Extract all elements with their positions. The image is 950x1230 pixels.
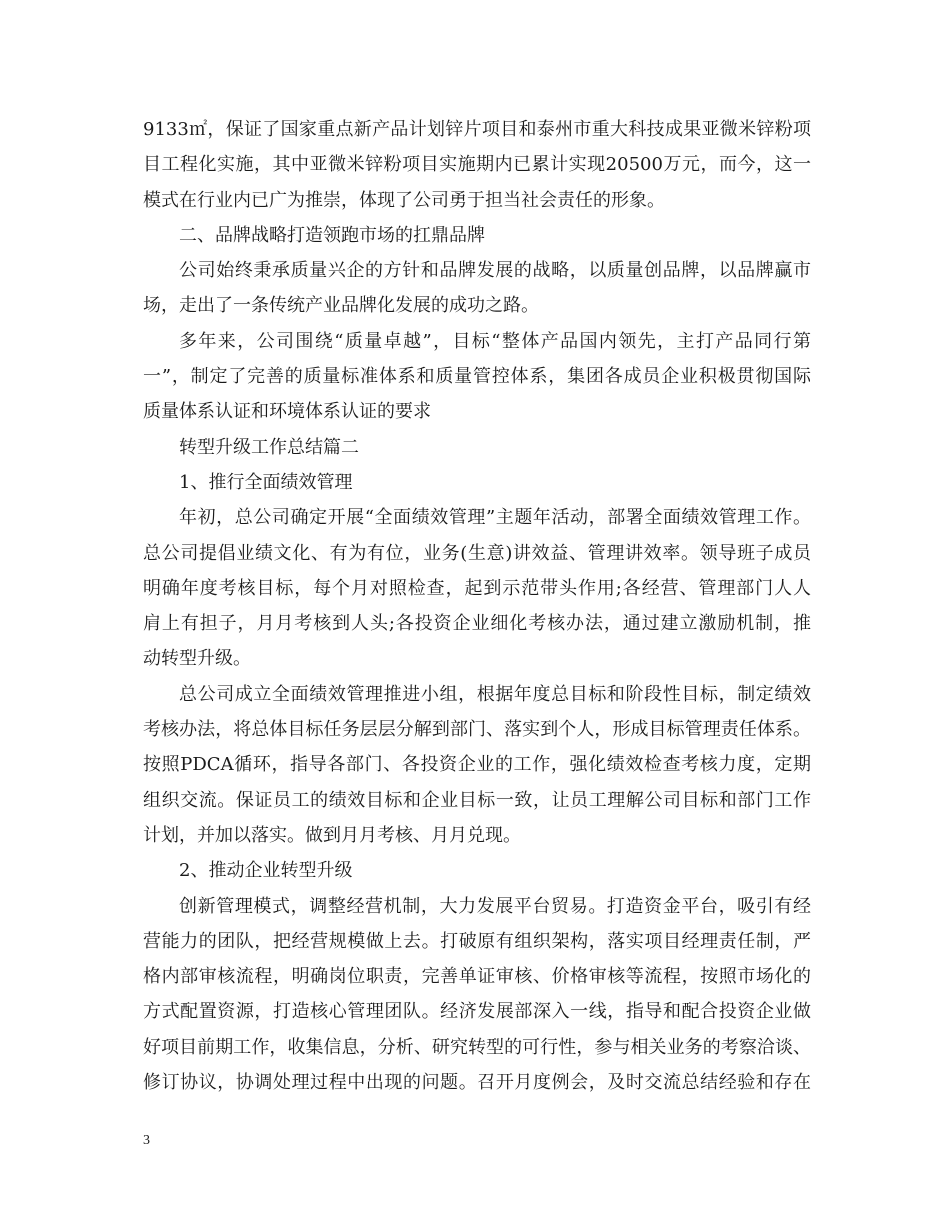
text-line: 2、推动企业转型升级 (179, 860, 353, 882)
text-line: 创新管理模式，调整经营机制，大力发展平台贸易。打造资金平台，吸引有经 (179, 895, 811, 917)
text-line: 考核办法，将总体目标任务层层分解到部门、落实到个人，形成目标管理责任体系。 (143, 719, 811, 741)
document-body (143, 112, 811, 1100)
text-line: 一”，制定了完善的质量标准体系和质量管控体系，集团各成员企业积极贯彻国际 (143, 366, 811, 388)
text-line: 二、品牌战略打造领跑市场的扛鼎品牌 (179, 224, 485, 246)
text-line: 动转型升级。 (143, 648, 251, 670)
text-line: 格内部审核流程，明确岗位职责，完善单证审核、价格审核等流程，按照市场化的 (143, 966, 811, 988)
text-line: 公司始终秉承质量兴企的方针和品牌发展的战略，以质量创品牌，以品牌赢市 (179, 260, 811, 282)
text-line: 年初，总公司确定开展“全面绩效管理”主题年活动，部署全面绩效管理工作。 (179, 507, 811, 529)
text-line: 目工程化实施，其中亚微米锌粉项目实施期内已累计实现20500万元，而今，这一 (143, 154, 811, 176)
text-line: 方式配置资源，打造核心管理团队。经济发展部深入一线，指导和配合投资企业做 (143, 1001, 811, 1023)
text-line: 组织交流。保证员工的绩效目标和企业目标一致，让员工理解公司目标和部门工作 (143, 789, 811, 811)
text-line: 转型升级工作总结篇二 (179, 436, 359, 458)
text-line: 9133㎡，保证了国家重点新产品计划锌片项目和泰州市重大科技成果亚微米锌粉项 (143, 119, 811, 140)
text-line: 总公司提倡业绩文化、有为有位，业务(生意)讲效益、管理讲效率。领导班子成员 (143, 542, 811, 564)
text-line: 营能力的团队，把经营规模做上去。打破原有组织架构，落实项目经理责任制，严 (143, 930, 811, 952)
text-line: 按照PDCA循环，指导各部门、各投资企业的工作，强化绩效检查考核力度，定期 (143, 754, 811, 776)
text-line: 质量体系认证和环境体系认证的要求 (143, 401, 431, 423)
text-line: 计划，并加以落实。做到月月考核、月月兑现。 (143, 824, 521, 846)
text-line: 肩上有担子，月月考核到人头;各投资企业细化考核办法，通过建立激励机制，推 (143, 613, 811, 635)
text-line: 场，走出了一条传统产业品牌化发展的成功之路。 (143, 295, 539, 317)
text-line: 1、推行全面绩效管理 (179, 471, 353, 493)
text-line: 明确年度考核目标，每个月对照检查，起到示范带头作用;各经营、管理部门人人 (143, 577, 811, 599)
page-number: 3 (143, 1133, 150, 1148)
text-line: 模式在行业内已广为推崇，体现了公司勇于担当社会责任的形象。 (143, 189, 665, 211)
text-line: 总公司成立全面绩效管理推进小组，根据年度总目标和阶段性目标，制定绩效 (179, 683, 811, 705)
text-line: 修订协议，协调处理过程中出现的问题。召开月度例会，及时交流总结经验和存在 (143, 1072, 811, 1094)
text-line: 好项目前期工作，收集信息，分析、研究转型的可行性，参与相关业务的考察洽谈、 (143, 1036, 811, 1058)
text-line: 多年来，公司围绕“质量卓越”，目标“整体产品国内领先，主打产品同行第 (179, 330, 811, 352)
